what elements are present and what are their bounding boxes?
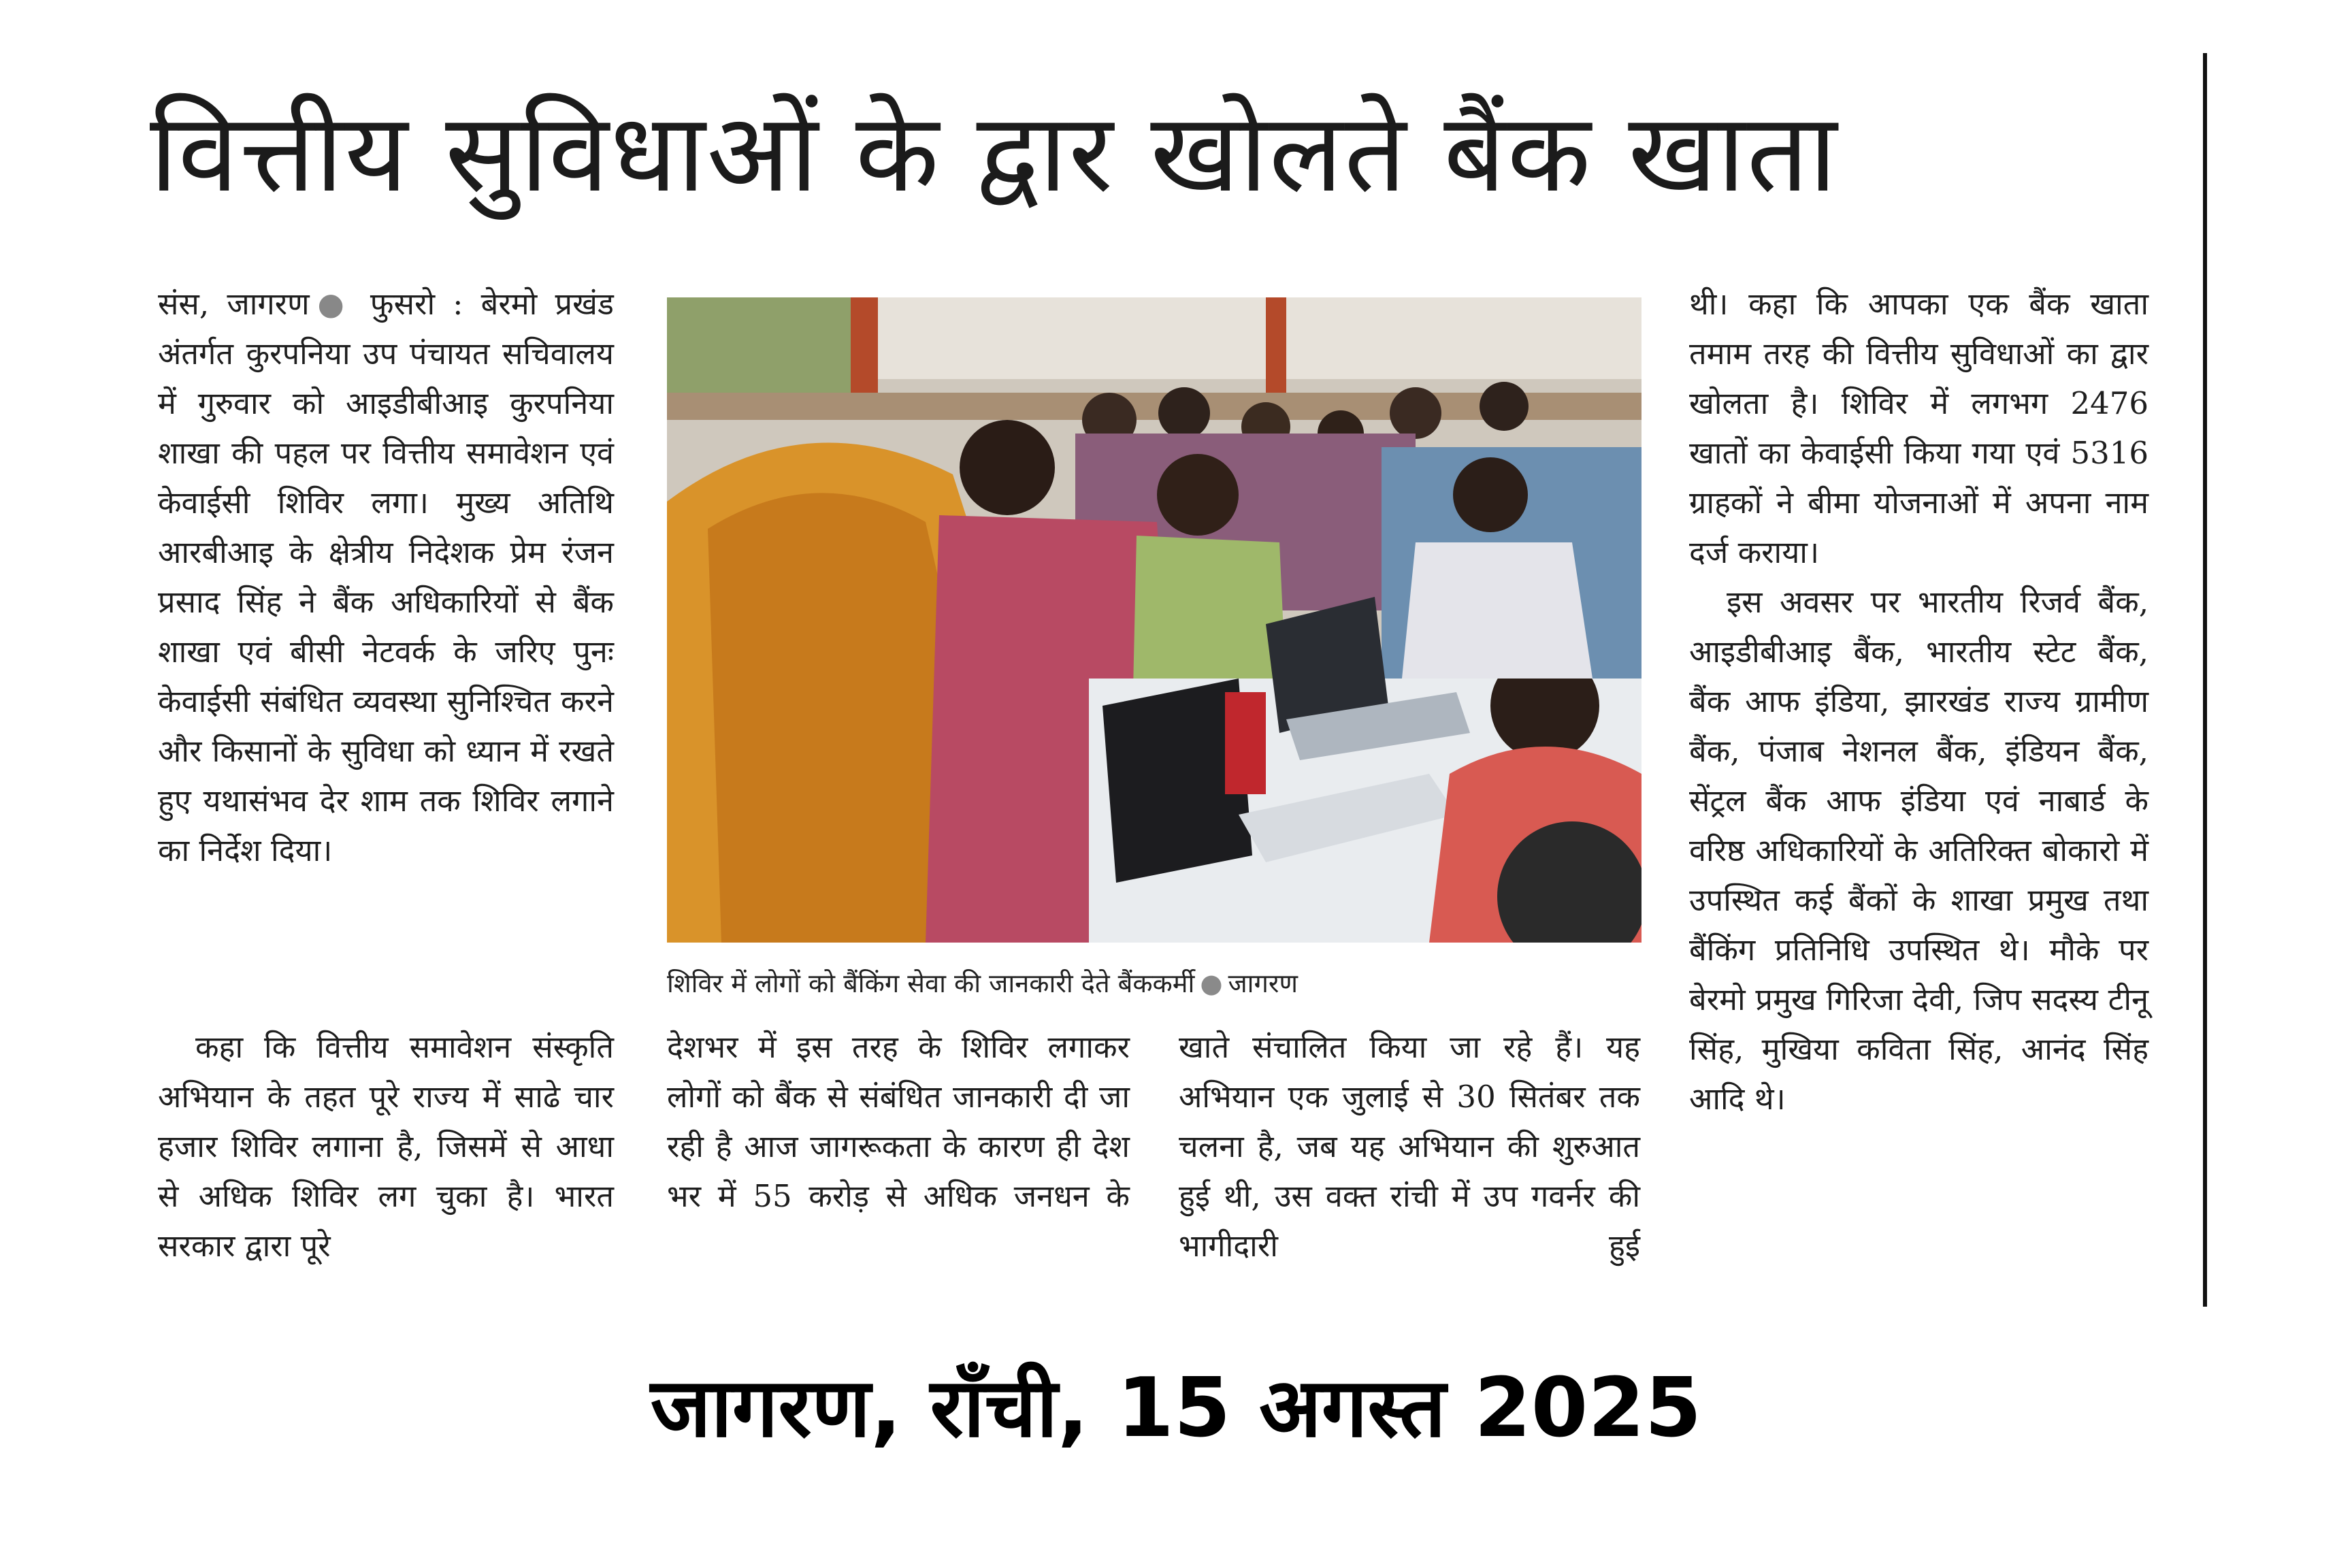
bullet-icon: ● (309, 286, 353, 322)
body-paragraph: इस अवसर पर भारतीय रिजर्व बैंक, आइडीबीआइ बैंक, भारतीय स्टेट बैंक, बैंक आफ इंडिया, झारखंड राज्य ग्रामीण बैंक, पंजाब नेशनल बैंक, इंडियन बैंक, सेंट्रल बैंक आफ इंडिया एवं नाबार्ड के वरिष्ठ अधिकारियों के अतिरिक्त बोकारो में उपस्थित कई बैंकों के शाखा प्रमुख तथा बैंकिंग प्रतिनिधि उपस्थित थे। मौके पर बेरमो प्रमुख गिरिजा देवी, जिप सदस्य टीनू सिंह, मुखिया कविता सिंह, आनंद सिंह आदि थे। (1689, 584, 2149, 1117)
caption-text: शिविर में लोगों को बैंकिंग सेवा की जानकारी देते बैंककर्मी (667, 968, 1195, 998)
article-column-3 (1179, 1022, 1640, 1271)
camp-photo-illustration (667, 297, 1642, 943)
publication-footer: जागरण, राँची, 15 अगस्त 2025 (650, 1361, 1702, 1456)
lead-paragraph: बेरमो प्रखंड अंतर्गत कुरपनिया उप पंचायत सचिवालय में गुरुवार को आइडीबीआइ कुरपनिया शाखा की पहल पर वित्तीय समावेशन एवं केवाईसी शिविर लगा। मुख्य अतिथि आरबीआइ के क्षेत्रीय निदेशक प्रेम रंजन प्रसाद सिंह ने बैंक अधिकारियों से बैंक शाखा एवं बीसी नेटवर्क के जरिए पुनः केवाईसी संबंधित व्यवस्था सुनिश्चित करने और किसानों के सुविधा को ध्यान में रखते हुए यथासंभव देर शाम तक शिविर लगाने का निर्देश दिया। (158, 286, 615, 868)
article-column-4 (1689, 279, 2149, 1124)
photo-caption (667, 960, 1642, 1007)
byline-place: फुसरो : (370, 286, 463, 322)
body-paragraph: खाते संचालित किया जा रहे हैं। यह अभियान एक जुलाई से 30 सितंबर तक चलना है, जब यह अभियान की शुरुआत हुई थी, उस वक्त रांची में उप गवर्नर की भागीदारी हुई (1179, 1029, 1640, 1264)
photo-credit: जागरण (1228, 968, 1298, 998)
article-column-1-continued (158, 1022, 614, 1271)
article-column-2 (667, 1022, 1130, 1221)
headline: वित्तीय सुविधाओं के द्वार खोलते बैंक खाता (150, 89, 1839, 216)
bullet-icon: ● (1200, 968, 1223, 998)
column-rule (2203, 53, 2207, 1307)
body-paragraph: कहा कि वित्तीय समावेशन संस्कृति अभियान के तहत पूरे राज्य में साढे चार हजार शिविर लगाना है, जिसमें से आधा से अधिक शिविर लग चुका है। भारत सरकार द्वारा पूरे (158, 1029, 614, 1264)
byline-source: संस, जागरण (158, 286, 310, 322)
article-column-1 (158, 279, 614, 875)
body-paragraph: देशभर में इस तरह के शिविर लगाकर लोगों को बैंक से संबंधित जानकारी दी जा रही है आज जागरूकता के कारण ही देश भर में 55 करोड़ से अधिक जनधन के (667, 1029, 1130, 1214)
news-photo (667, 297, 1642, 943)
body-paragraph: थी। कहा कि आपका एक बैंक खाता तमाम तरह की वित्तीय सुविधाओं का द्वार खोलता है। शिविर में लगभग 2476 खातों का केवाईसी किया गया एवं 5316 ग्राहकों ने बीमा योजनाओं में अपना नाम दर्ज कराया। (1689, 286, 2149, 570)
